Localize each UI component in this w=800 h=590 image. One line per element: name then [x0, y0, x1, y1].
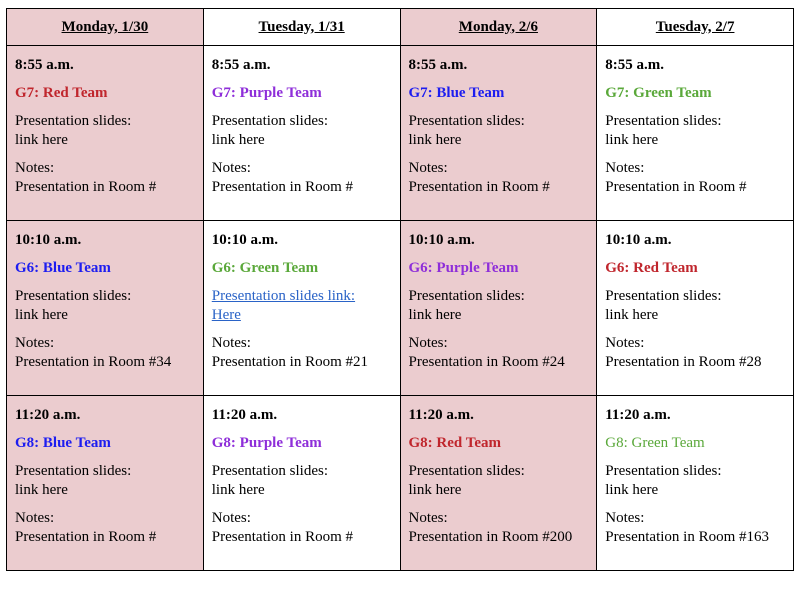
- team-name: G7: Blue Team: [408, 85, 505, 101]
- notes-text: Presentation in Room #: [211, 529, 353, 545]
- team-name: G8: Red Team: [408, 435, 502, 451]
- notes-label: Notes:: [211, 510, 251, 526]
- slides-label: Presentation slides:: [211, 463, 328, 479]
- slides-link-text: link here: [408, 482, 462, 498]
- time-label: 10:10 a.m.: [211, 232, 278, 248]
- slides-label: Presentation slides:: [211, 113, 328, 129]
- slides-label: Presentation slides:: [15, 288, 132, 304]
- slides-link-text: link here: [15, 307, 68, 323]
- slides-label: Presentation slides:: [605, 463, 722, 479]
- notes-label: Notes:: [408, 160, 448, 176]
- presentation-slides-link[interactable]: [212, 288, 355, 323]
- time-label: 11:20 a.m.: [605, 407, 671, 423]
- header-monday-1-30: Monday, 1/30: [7, 9, 204, 46]
- time-label: 8:55 a.m.: [605, 57, 664, 73]
- notes-label: Notes:: [408, 335, 448, 351]
- team-name: G8: Green Team: [605, 435, 705, 451]
- notes-label: Notes:: [211, 160, 251, 176]
- team-name: G8: Blue Team: [15, 435, 111, 451]
- time-label: 11:20 a.m.: [408, 407, 474, 423]
- notes-label: Notes:: [15, 510, 55, 526]
- slides-link-text: link here: [15, 132, 68, 148]
- slides-link-text: link here: [408, 132, 462, 148]
- notes-text: Presentation in Room #: [15, 529, 157, 545]
- notes-text: Presentation in Room #: [15, 179, 157, 195]
- time-label: 10:10 a.m.: [605, 232, 672, 248]
- header-row: [7, 9, 794, 46]
- schedule-cell: [203, 221, 400, 396]
- schedule-cell: [400, 221, 597, 396]
- notes-label: Notes:: [15, 160, 55, 176]
- slot-row-1120: [7, 396, 794, 571]
- time-label: 8:55 a.m.: [211, 57, 271, 73]
- notes-label: Notes:: [605, 510, 645, 526]
- time-label: 10:10 a.m.: [408, 232, 475, 248]
- notes-text: Presentation in Room #163: [605, 529, 769, 545]
- schedule-cell: [7, 396, 204, 571]
- schedule-cell: [597, 396, 794, 571]
- schedule-cell: [400, 396, 597, 571]
- schedule-cell: [203, 46, 400, 221]
- time-label: 8:55 a.m.: [408, 57, 468, 73]
- time-label: 10:10 a.m.: [15, 232, 82, 248]
- notes-text: Presentation in Room #: [605, 179, 747, 195]
- slides-link-text: link here: [605, 132, 659, 148]
- notes-text: Presentation in Room #200: [408, 529, 573, 545]
- time-label: 8:55 a.m.: [15, 57, 74, 73]
- slides-link-text: link here: [408, 307, 462, 323]
- notes-text: Presentation in Room #: [408, 179, 550, 195]
- header-tuesday-2-7: Tuesday, 2/7: [597, 9, 794, 46]
- slides-link-text: link here: [605, 307, 659, 323]
- slides-label: Presentation slides:: [15, 463, 132, 479]
- notes-text: Presentation in Room #21: [211, 354, 368, 370]
- slides-link-line-1[interactable]: Presentation slides link:: [211, 288, 356, 304]
- slides-label: Presentation slides:: [408, 288, 525, 304]
- schedule-cell: [597, 221, 794, 396]
- slides-link-text: link here: [605, 482, 659, 498]
- notes-label: Notes:: [15, 335, 55, 351]
- header-tuesday-1-31: Tuesday, 1/31: [203, 9, 400, 46]
- header-monday-2-6: Monday, 2/6: [400, 9, 597, 46]
- slides-label: Presentation slides:: [605, 113, 722, 129]
- notes-label: Notes:: [605, 335, 645, 351]
- team-name: G8: Purple Team: [211, 435, 322, 451]
- slides-label: Presentation slides:: [15, 113, 132, 129]
- notes-label: Notes:: [408, 510, 448, 526]
- slides-link-text: link here: [211, 132, 265, 148]
- team-name: G7: Purple Team: [211, 85, 322, 101]
- team-name: G6: Blue Team: [15, 260, 111, 276]
- team-name: G7: Green Team: [605, 85, 712, 101]
- schedule-cell: [7, 221, 204, 396]
- slides-label: Presentation slides:: [408, 463, 525, 479]
- time-label: 11:20 a.m.: [211, 407, 278, 423]
- slides-label: Presentation slides:: [408, 113, 525, 129]
- team-name: G6: Red Team: [605, 260, 698, 276]
- notes-text: Presentation in Room #28: [605, 354, 762, 370]
- slides-link-text: link here: [211, 482, 265, 498]
- notes-label: Notes:: [605, 160, 645, 176]
- team-name: G6: Green Team: [211, 260, 319, 276]
- schedule-cell: [597, 46, 794, 221]
- notes-text: Presentation in Room #: [211, 179, 353, 195]
- slides-link-line-2[interactable]: Here: [211, 307, 241, 323]
- slot-row-1010: [7, 221, 794, 396]
- schedule-cell: [400, 46, 597, 221]
- slides-label: Presentation slides:: [605, 288, 722, 304]
- notes-text: Presentation in Room #34: [15, 354, 172, 370]
- team-name: G6: Purple Team: [408, 260, 519, 276]
- schedule-cell: [203, 396, 400, 571]
- team-name: G7: Red Team: [15, 85, 108, 101]
- time-label: 11:20 a.m.: [15, 407, 81, 423]
- schedule-table: [6, 8, 794, 571]
- notes-label: Notes:: [211, 335, 251, 351]
- slot-row-0855: [7, 46, 794, 221]
- slides-link-text: link here: [15, 482, 68, 498]
- notes-text: Presentation in Room #24: [408, 354, 565, 370]
- schedule-cell: [7, 46, 204, 221]
